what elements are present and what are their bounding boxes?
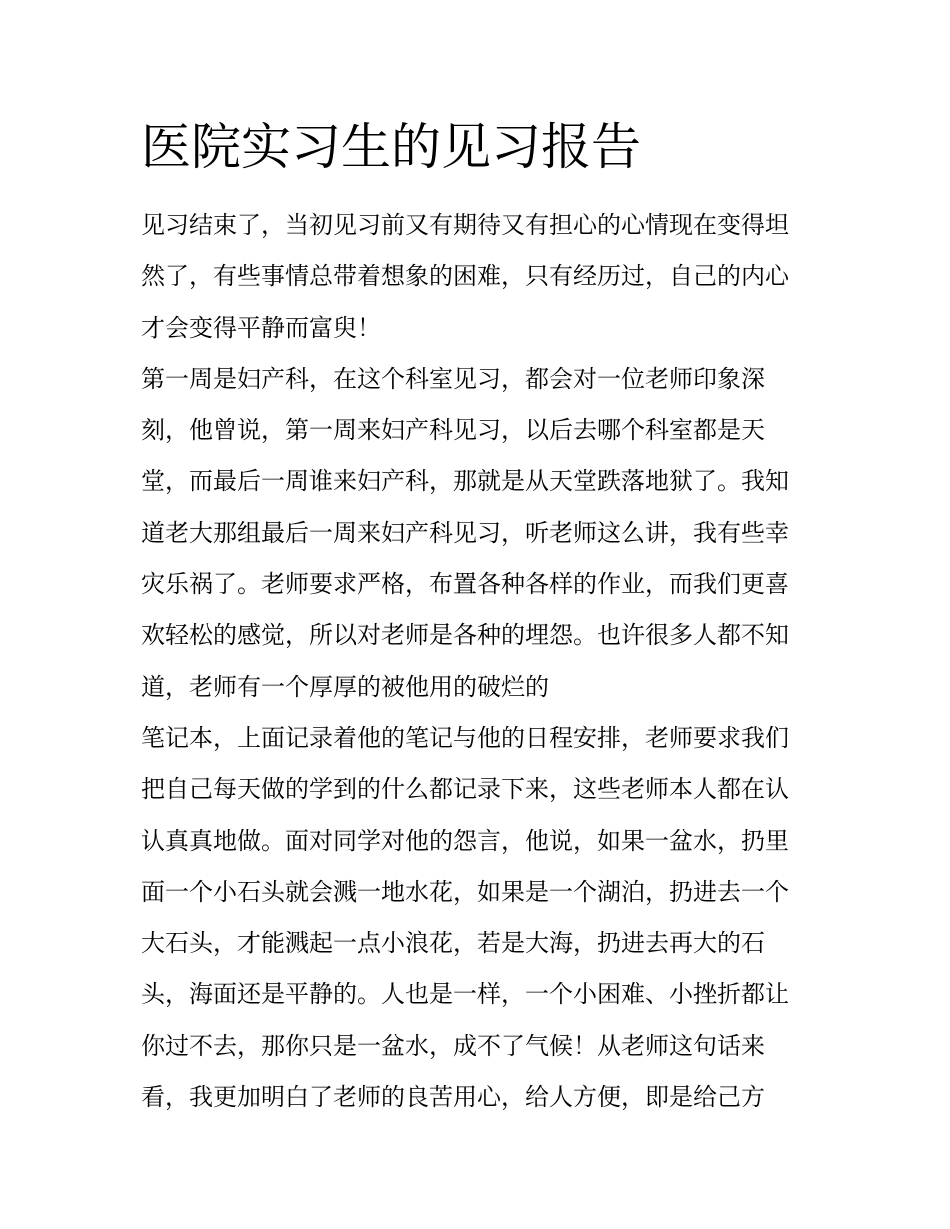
text-line: 笔记本，上面记录着他的笔记与他的日程安排，老师要求我们 — [141, 723, 789, 752]
text-line: 大石头，才能溅起一点小浪花，若是大海，扔进去再大的石 — [141, 929, 765, 958]
text-line: 道老大那组最后一周来妇产科见习，听老师这么讲，我有些幸 — [141, 518, 789, 547]
text-line: 刻，他曾说，第一周来妇产科见习，以后去哪个科室都是天 — [141, 416, 765, 445]
text-line: 看，我更加明白了老师的良苦用心，给人方便，即是给己方 — [141, 1083, 765, 1112]
text-line: 堂，而最后一周谁来妇产科，那就是从天堂跌落地狱了。我知 — [141, 467, 789, 496]
text-line: 欢轻松的感觉，所以对老师是各种的埋怨。也许很多人都不知 — [141, 621, 789, 650]
text-line: 你过不去，那你只是一盆水，成不了气候！从老师这句话来 — [141, 1031, 765, 1060]
document-title: 医院实习生的见习报告 — [141, 118, 641, 176]
text-line: 第一周是妇产科，在这个科室见习，都会对一位老师印象深 — [141, 364, 765, 393]
text-line: 认真真地做。面对同学对他的怨言，他说，如果一盆水，扔里 — [141, 826, 789, 855]
text-line: 然了，有些事情总带着想象的困难，只有经历过，自己的内心 — [141, 262, 789, 291]
text-line: 道，老师有一个厚厚的被他用的破烂的 — [141, 672, 549, 701]
text-line: 把自己每天做的学到的什么都记录下来，这些老师本人都在认 — [141, 775, 789, 804]
text-line: 见习结束了，当初见习前又有期待又有担心的心情现在变得坦 — [141, 211, 789, 239]
text-line: 面一个小石头就会溅一地水花，如果是一个湖泊，扔进去一个 — [141, 877, 789, 906]
text-line: 灾乐祸了。老师要求严格，布置各种各样的作业，而我们更喜 — [141, 570, 789, 599]
text-line: 头，海面还是平静的。人也是一样，一个小困难、小挫折都让 — [141, 980, 789, 1009]
document-page — [141, 112, 813, 1123]
text-line: 才会变得平静而富臾！ — [141, 313, 381, 342]
document-body — [141, 200, 813, 1123]
